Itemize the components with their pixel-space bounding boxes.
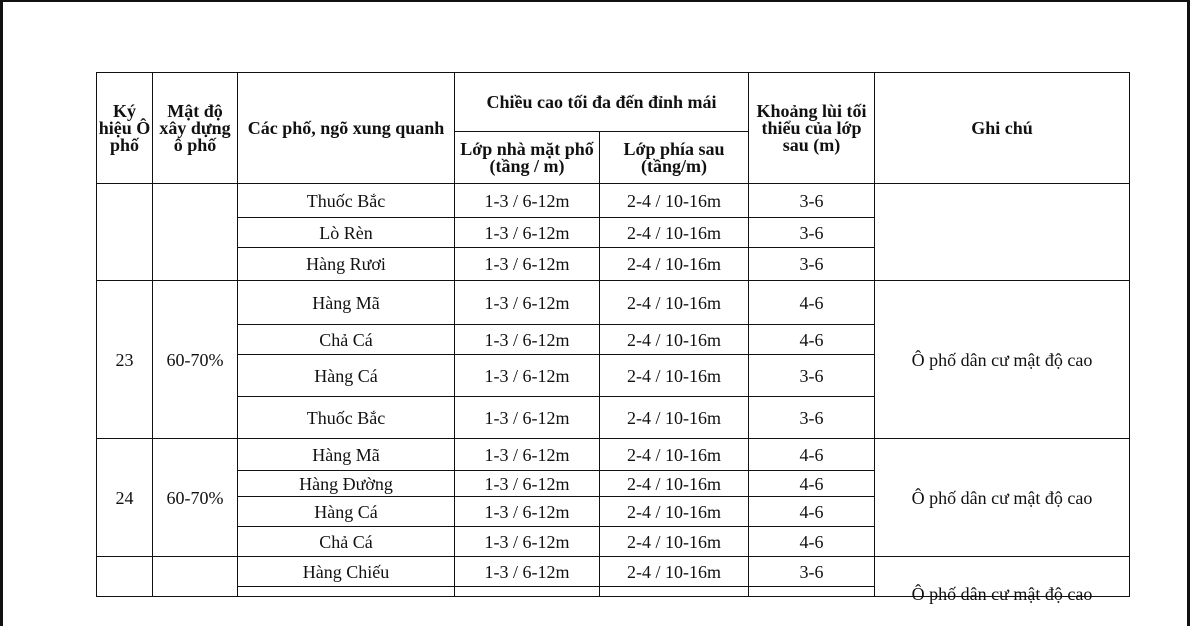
street-cell: Chả Cá [238, 527, 455, 557]
street-cell: Hàng Chiếu [238, 557, 455, 587]
block-density-cell: 60-70% [153, 439, 238, 557]
street-cell: Lò Rèn [238, 218, 455, 248]
front-layer-cell: 1-3 / 6-12m [455, 471, 600, 497]
block-code-cell: 24 [97, 439, 153, 557]
table-row [97, 184, 1130, 218]
back-layer-cell: 2-4 / 10-16m [600, 281, 749, 325]
setback-cell: 3-6 [749, 248, 875, 281]
back-layer-cell: 2-4 / 10-16m [600, 218, 749, 248]
back-layer-cell: 2-4 / 10-16m [600, 248, 749, 281]
setback-cell: 3-6 [749, 397, 875, 439]
setback-cell [749, 587, 875, 597]
note-cell [875, 557, 1130, 604]
setback-cell: 4-6 [749, 281, 875, 325]
header-back-layer: Lớp phía sau (tầng/m) [600, 132, 749, 184]
street-cell [238, 587, 455, 597]
back-layer-cell: 2-4 / 10-16m [600, 325, 749, 355]
block-density-cell: 60-70% [153, 281, 238, 439]
front-layer-cell: 1-3 / 6-12m [455, 397, 600, 439]
setback-cell: 4-6 [749, 497, 875, 527]
back-layer-cell [600, 587, 749, 597]
front-layer-cell: 1-3 / 6-12m [455, 184, 600, 218]
note-cell [875, 184, 1130, 281]
front-layer-cell: 1-3 / 6-12m [455, 557, 600, 587]
back-layer-cell: 2-4 / 10-16m [600, 471, 749, 497]
back-layer-cell: 2-4 / 10-16m [600, 527, 749, 557]
note-cell: Ô phố dân cư mật độ cao [875, 281, 1130, 439]
back-layer-cell: 2-4 / 10-16m [600, 497, 749, 527]
street-cell: Hàng Mã [238, 439, 455, 471]
table-row [97, 281, 1130, 325]
front-layer-cell: 1-3 / 6-12m [455, 325, 600, 355]
header-setback: Khoảng lùi tối thiểu của lớp sau (m) [749, 73, 875, 184]
back-layer-cell: 2-4 / 10-16m [600, 184, 749, 218]
street-cell: Hàng Rươi [238, 248, 455, 281]
front-layer-cell: 1-3 / 6-12m [455, 439, 600, 471]
setback-cell: 4-6 [749, 439, 875, 471]
note-cell: Ô phố dân cư mật độ cao [875, 439, 1130, 557]
setback-cell: 4-6 [749, 325, 875, 355]
note-cell-text: Ô phố dân cư mật độ cao [911, 583, 1093, 604]
front-layer-cell: 1-3 / 6-12m [455, 218, 600, 248]
setback-cell: 4-6 [749, 471, 875, 497]
street-cell: Thuốc Bắc [238, 184, 455, 218]
block-code-cell [97, 557, 153, 597]
front-layer-cell: 1-3 / 6-12m [455, 527, 600, 557]
table-row [97, 439, 1130, 471]
block-density-cell [153, 184, 238, 281]
setback-cell: 4-6 [749, 527, 875, 557]
setback-cell: 3-6 [749, 184, 875, 218]
street-cell: Hàng Đường [238, 471, 455, 497]
street-cell: Thuốc Bắc [238, 397, 455, 439]
block-code-cell [97, 184, 153, 281]
header-height-group: Chiều cao tối đa đến đỉnh mái [455, 73, 749, 132]
street-cell: Hàng Mã [238, 281, 455, 325]
table-row [97, 557, 1130, 587]
front-layer-cell: 1-3 / 6-12m [455, 281, 600, 325]
block-code-cell: 23 [97, 281, 153, 439]
front-layer-cell: 1-3 / 6-12m [455, 497, 600, 527]
planning-table [96, 72, 1130, 604]
back-layer-cell: 2-4 / 10-16m [600, 439, 749, 471]
header-front-layer: Lớp nhà mặt phố (tầng / m) [455, 132, 600, 184]
street-cell: Hàng Cá [238, 497, 455, 527]
back-layer-cell: 2-4 / 10-16m [600, 397, 749, 439]
street-cell: Chả Cá [238, 325, 455, 355]
header-note: Ghi chú [875, 73, 1130, 184]
setback-cell: 3-6 [749, 557, 875, 587]
front-layer-cell: 1-3 / 6-12m [455, 248, 600, 281]
setback-cell: 3-6 [749, 355, 875, 397]
header-streets: Các phố, ngõ xung quanh [238, 73, 455, 184]
header-density: Mật độ xây dựng ô phố [153, 73, 238, 184]
block-density-cell [153, 557, 238, 597]
front-layer-cell [455, 587, 600, 597]
back-layer-cell: 2-4 / 10-16m [600, 557, 749, 587]
street-cell: Hàng Cá [238, 355, 455, 397]
front-layer-cell: 1-3 / 6-12m [455, 355, 600, 397]
header-code: Ký hiệu Ô phố [97, 73, 153, 184]
setback-cell: 3-6 [749, 218, 875, 248]
back-layer-cell: 2-4 / 10-16m [600, 355, 749, 397]
